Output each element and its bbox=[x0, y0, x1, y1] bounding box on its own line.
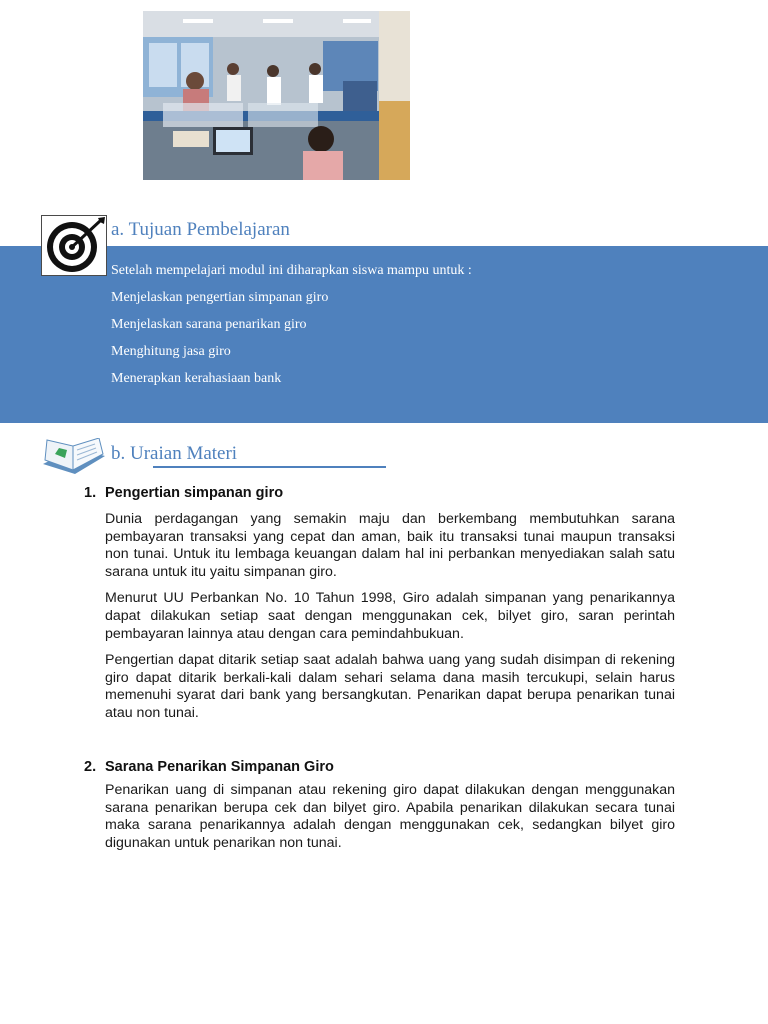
section-sarana-penarikan bbox=[84, 758, 675, 861]
section-pengertian bbox=[84, 484, 675, 732]
objectives-heading: a. Tujuan Pembelajaran bbox=[111, 219, 290, 240]
paragraph: Pengertian dapat ditarik setiap saat adalah bahwa uang yang sudah disimpan di rekening giro dapat ditarik berkali-kali dalam sehari selama dana masih tercukupi, selain harus memenuhi syarat dari bank yang bersangkutan. Penarikan dapat berupa penarikan tunai atau non tunai. bbox=[105, 652, 675, 721]
open-book-icon bbox=[41, 438, 107, 478]
objective-item: Menghitung jasa giro bbox=[111, 344, 231, 359]
objective-item: Menerapkan kerahasiaan bank bbox=[111, 371, 282, 386]
heading-underline bbox=[153, 466, 386, 468]
target-icon bbox=[41, 215, 107, 276]
paragraph: Menurut UU Perbankan No. 10 Tahun 1998, Giro adalah simpanan yang penarikannya dapat dilakukan setiap saat dengan menggunakan cek, bilyet giro, saran perintah pembayaran lainnya atau dengan cara pemindahbukuan. bbox=[105, 590, 675, 642]
objective-item: Menjelaskan sarana penarikan giro bbox=[111, 317, 307, 332]
material-heading: b. Uraian Materi bbox=[111, 443, 238, 464]
paragraph: Dunia perdagangan yang semakin maju dan berkembang membutuhkan sarana pembayaran transaksi yang cepat dan aman, baik itu transaksi tunai maupun transaksi non tunai. Untuk itu lembaga keuangan dalam hal ini perbankan menyediakan salah satu sarana untuk itu yaitu simpanan giro. bbox=[105, 511, 675, 580]
bank-office-photo bbox=[143, 11, 410, 180]
section-title: 1. Pengertian simpanan giro bbox=[84, 485, 284, 501]
paragraph: Penarikan uang di simpanan atau rekening giro dapat dilakukan dengan menggunakan sarana penarikan berupa cek dan bilyet giro. Apabila penarikan dilakukan secara tunai maka sarana penarikannya adalah dengan menggunakan cek, sedangkan bilyet giro digunakan untuk penarikan non tunai. bbox=[105, 782, 675, 851]
objectives-list bbox=[111, 262, 631, 397]
objective-item: Menjelaskan pengertian simpanan giro bbox=[111, 290, 329, 305]
objectives-intro: Setelah mempelajari modul ini diharapkan siswa mampu untuk : bbox=[111, 263, 472, 278]
section-title: 2. Sarana Penarikan Simpanan Giro bbox=[84, 759, 334, 775]
